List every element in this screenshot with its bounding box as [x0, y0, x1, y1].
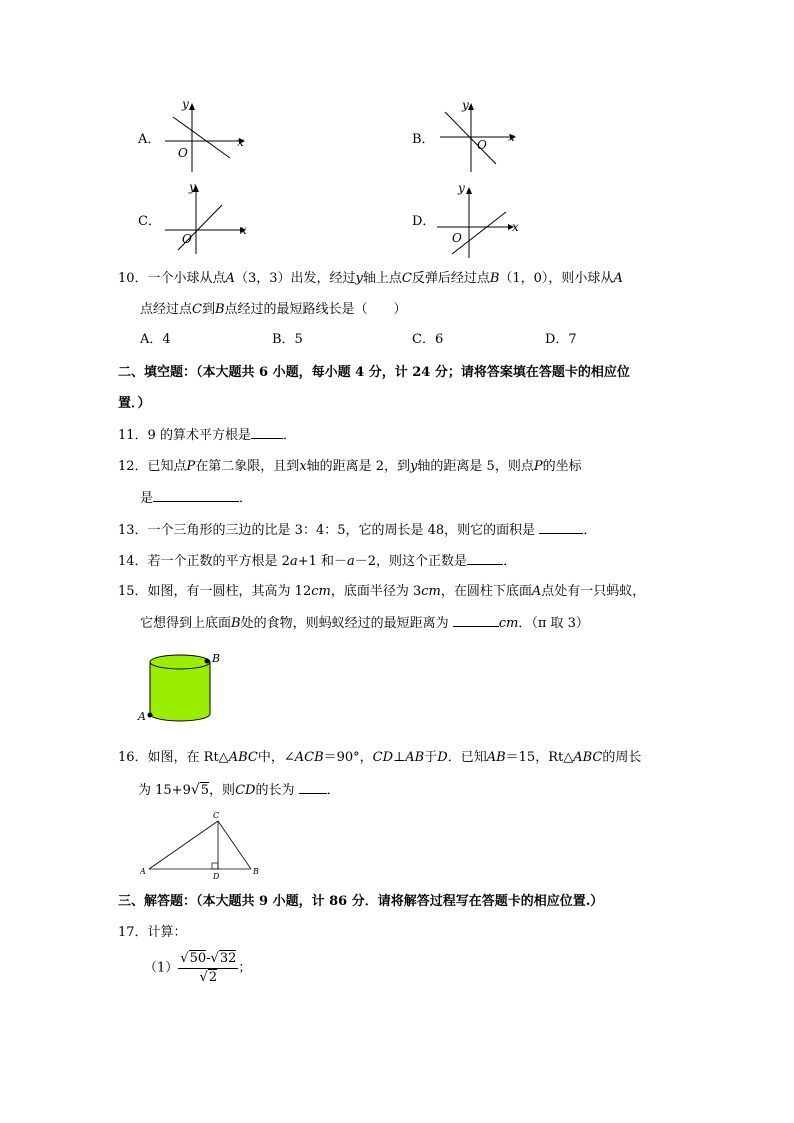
q10-option-b: B．5: [272, 332, 303, 347]
option-c-label: C．: [138, 214, 161, 229]
point-a-dot: [148, 713, 153, 718]
q10-line2: 点经过点C到B点经过的最短路线长是（ ）: [140, 302, 407, 317]
cylinder-top: [150, 655, 210, 669]
axis-x-label: x: [512, 220, 519, 234]
option-b-graph: [430, 100, 530, 175]
q10-line1: 10．一个小球从点A（3，3）出发，经过y轴上点C反弹后经过点B（1，0），则小球从A: [118, 271, 623, 286]
option-a-label: A．: [138, 132, 161, 147]
section2-heading-line1: 二、填空题：（本大题共 6 小题，每小题 4 分，计 24 分；请将答案填在答题卡的相应位: [118, 365, 630, 380]
axis-y-label: y: [189, 180, 196, 194]
section2-heading-line2: 置．）: [118, 396, 151, 411]
option-c-graph: [160, 180, 260, 255]
answer-blank[interactable]: [153, 489, 239, 502]
axis-x-label: x: [508, 130, 515, 144]
answer-blank[interactable]: [251, 426, 283, 439]
origin-label: O: [452, 231, 462, 245]
q10-option-d: D．7: [545, 332, 577, 347]
q10-option-c: C．6: [412, 332, 444, 347]
axis-x-label: x: [240, 223, 247, 237]
q15-line2: 它想得到上底面B处的食物，则蚂蚁经过的最短距离为 cm．（π 取 3）: [140, 616, 589, 631]
axis-y-label: y: [458, 181, 465, 195]
axis-x-label: x: [237, 135, 244, 149]
q10-option-a: A．4: [140, 332, 171, 347]
q15-line1: 15．如图，有一圆柱，其高为 12cm，底面半径为 3cm，在圆柱下底面A点处有一只蚂蚁，: [118, 584, 646, 599]
point-b-label: B: [212, 652, 221, 665]
q13: 13．一个三角形的三边的比是 3：4：5，它的周长是 48，则它的面积是 ．: [118, 523, 597, 538]
q16-line2: 为 15+9√5，则CD的长为 ．: [138, 782, 340, 798]
answer-blank[interactable]: [467, 552, 503, 565]
q16-line1: 16．如图，在 Rt△ABC中，∠ACB＝90°，CD⊥AB于D．已知AB＝15，Rt△ABC的周长: [118, 750, 642, 765]
q12-line1: 12．已知点P在第二象限，且到x轴的距离是 2，到y轴的距离是 5，则点P的坐标: [118, 459, 582, 474]
answer-blank[interactable]: [539, 521, 583, 534]
answer-blank[interactable]: [299, 781, 327, 794]
option-d-label: D．: [412, 214, 436, 229]
vertex-d-label: D: [213, 872, 220, 880]
axis-y-label: y: [182, 100, 189, 111]
vertex-a-label: A: [140, 867, 146, 876]
q11: 11．9 的算术平方根是 ．: [118, 428, 296, 443]
axis-y-label: y: [462, 100, 469, 112]
q17-fraction: $\frac{√50-√32}{√2}$: [180, 951, 237, 985]
q17-title: 17．计算：: [118, 925, 187, 940]
answer-blank[interactable]: [453, 614, 499, 627]
point-b-dot: [205, 659, 210, 664]
origin-label: O: [178, 146, 188, 160]
q14: 14．若一个正数的平方根是 2a+1 和－a－2，则这个正数是 ．: [118, 554, 517, 569]
origin-label: O: [182, 232, 192, 246]
cylinder-figure: [134, 648, 224, 728]
q12-line2: 是 ．: [140, 491, 253, 506]
option-b-label: B．: [412, 132, 435, 147]
section3-heading: 三、解答题：（本大题共 9 小题，计 86 分．请将解答过程写在答题卡的相应位置.）: [118, 894, 604, 909]
point-a-label: A: [138, 710, 146, 723]
vertex-b-label: B: [253, 867, 259, 876]
option-a-graph: [155, 100, 255, 175]
q17-part1: （1） $\frac{√50-√32}{√2}$ ；: [144, 951, 252, 985]
cylinder-body: [150, 662, 210, 721]
option-d-graph: [432, 178, 532, 260]
origin-label: O: [477, 138, 487, 152]
vertex-c-label: C: [213, 811, 220, 820]
triangle-figure: [140, 808, 270, 880]
